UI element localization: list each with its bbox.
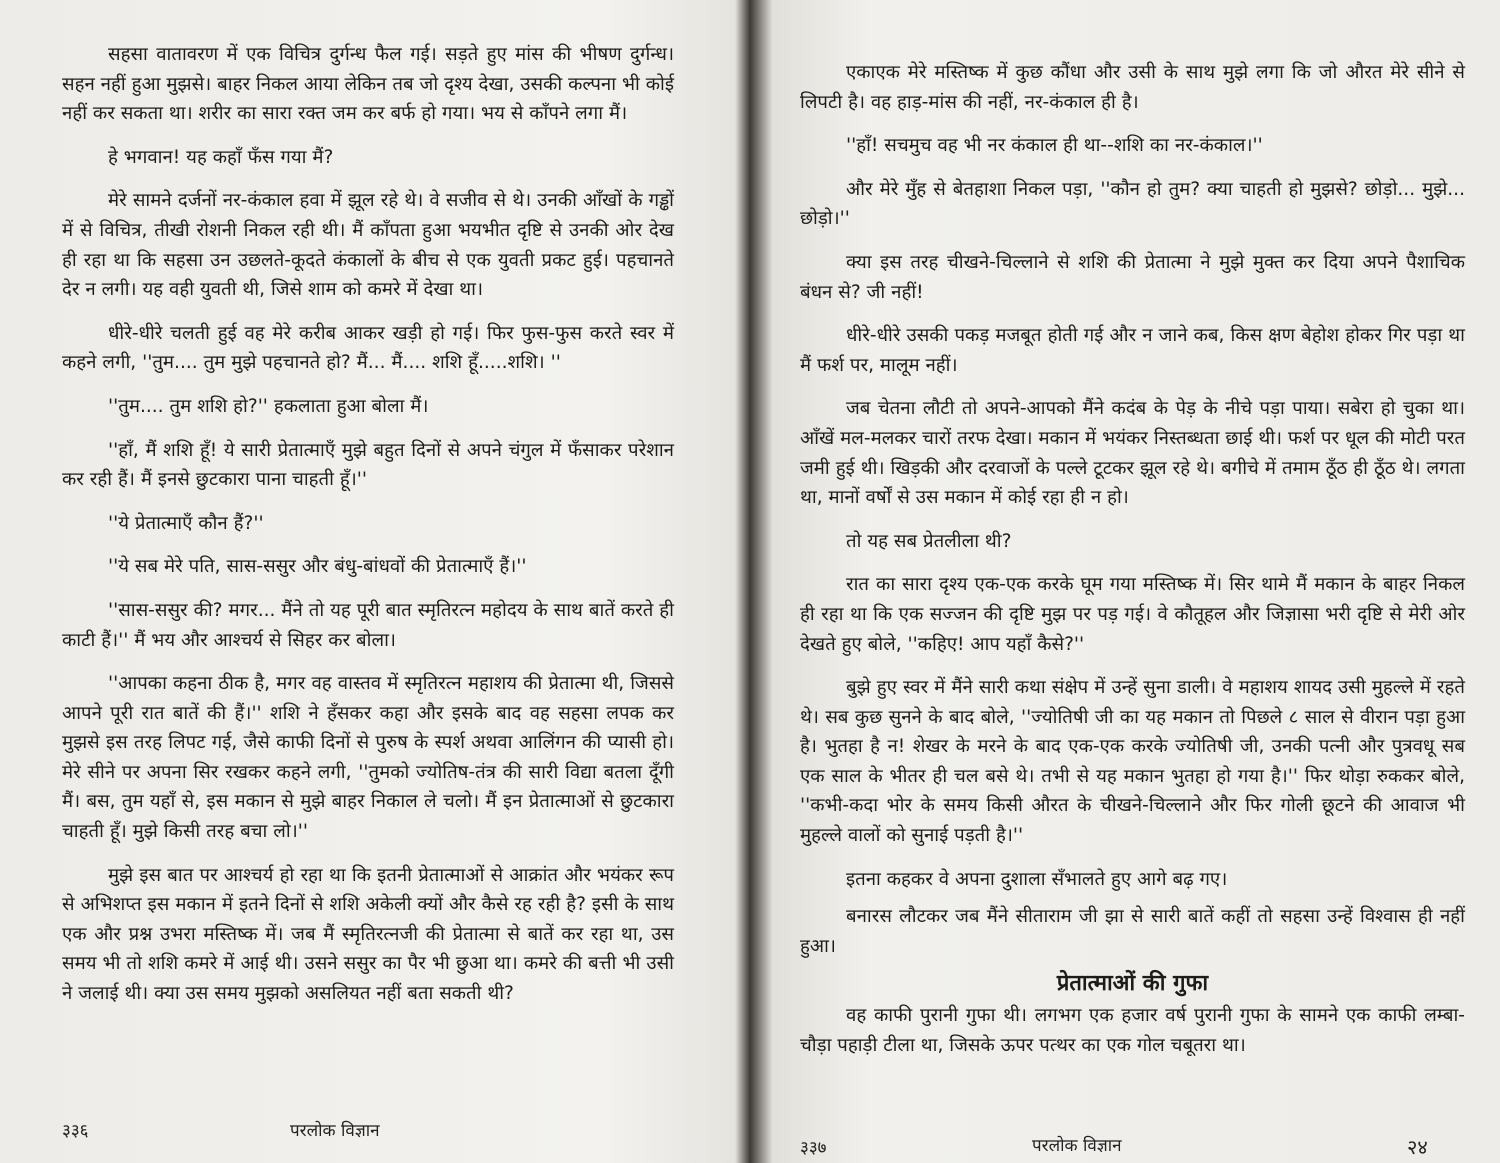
paragraph: तो यह सब प्रेतलीला थी?	[846, 530, 1012, 552]
paragraph: बुझे हुए स्वर में मैंने सारी कथा संक्षेप में उन्हें सुना डाली। वे महाशय शायद उसी मुहल्ले में रहते थे। सब कुछ सुनने के बाद बोले, ''ज्योतिषी जी का यह मकान तो पिछले ८ साल से वीरान पड़ा हुआ है। भुतहा है न! शेखर के मरने के बाद एक-एक करके ज्योतिषी जी, उनकी पत्नी और पुत्रवधू सब एक साल के भीतर ही चल बसे थे। तभी से यह मकान भुतहा हो गया है।'' फिर थोड़ा रुककर बोले, ''कभी-कदा भोर के समय किसी औरत के चीखने-चिल्लाने और फिर गोली छूटने की आवाज भी मुहल्ले वालों को सुनाई पड़ती है।''	[800, 677, 1465, 847]
paragraph: एकाएक मेरे मस्तिष्क में कुछ कौंधा और उसी के साथ मुझे लगा कि जो औरत मेरे सीने से लिपटी है। वह हाड़-मांस की नहीं, नर-कंकाल ही है।	[800, 62, 1465, 113]
paragraph: ''हाँ, मैं शशि हूँ! ये सारी प्रेतात्माएँ मुझे बहुत दिनों से अपने चंगुल में फँसाकर परेशान कर रही हैं। मैं इनसे छुटकारा पाना चाहती हूँ।''	[62, 439, 674, 491]
paragraph: बनारस लौटकर जब मैंने सीताराम जी झा से सारी बातें कहीं तो सहसा उन्हें विश्वास ही नहीं हुआ।	[800, 906, 1465, 957]
paragraph: ''तुम.... तुम शशि हो?'' हकलाता हुआ बोला मैं।	[108, 395, 429, 417]
paragraph: धीरे-धीरे उसकी पकड़ मजबूत होती गई और न जाने कब, किस क्षण बेहोश होकर गिर पड़ा था मैं फर्श पर, मालूम नहीं।	[800, 325, 1465, 376]
running-footer-title: परलोक विज्ञान	[1032, 1136, 1122, 1156]
signature-mark: २४	[1407, 1135, 1428, 1159]
paragraph: मेरे सामने दर्जनों नर-कंकाल हवा में झूल रहे थे। वे सजीव से थे। उनकी आँखों के गड्ढों में से विचित्र, तीखी रोशनी निकल रही थी। मैं काँपता हुआ भयभीत दृष्टि से उनकी ओर देख ही रहा था कि सहसा उन उछलते-कूदते कंकालों के बीच से एक युवती प्रकट हुई। पहचानते देर न लगी। यह वही युवती थी, जिसे शाम को कमरे में देखा था।	[62, 190, 674, 301]
paragraph: वह काफी पुरानी गुफा थी। लगभग एक हजार वर्ष पुरानी गुफा के सामने एक काफी लम्बा-चौड़ा पहाड़ी टीला था, जिसके ऊपर पत्थर का एक गोल चबूतरा था।	[800, 1005, 1465, 1057]
paragraph: इतना कहकर वे अपना दुशाला सँभालते हुए आगे बढ़ गए।	[846, 868, 1228, 890]
paragraph: सहसा वातावरण में एक विचित्र दुर्गन्ध फैल गई। सड़ते हुए मांस की भीषण दुर्गन्ध। सहन नहीं हुआ मुझसे। बाहर निकल आया लेकिन तब जो दृश्य देखा, उसकी कल्पना भी कोई नहीं कर सकता था। शरीर का सारा रक्त जम कर बर्फ हो गया। भय से काँपने लगा मैं।	[62, 44, 674, 125]
running-footer-title: परलोक विज्ञान	[290, 1121, 380, 1141]
paragraph: क्या इस तरह चीखने-चिल्लाने से शशि की प्रेतात्मा ने मुझे मुक्त कर दिया अपने पैशाचिक बंधन से? जी नहीं!	[800, 251, 1465, 303]
paragraph: ''ये सब मेरे पति, सास-ससुर और बंधु-बांधवों की प्रेतात्माएँ हैं।''	[108, 556, 527, 578]
paragraph: और मेरे मुँह से बेतहाशा निकल पड़ा, ''कौन हो तुम? क्या चाहती हो मुझसे? छोड़ो... मुझे... छोड़ो।''	[800, 178, 1465, 230]
paragraph: जब चेतना लौटी तो अपने-आपको मैंने कदंब के पेड़ के नीचे पड़ा पाया। सबेरा हो चुका था। आँखें मल-मलकर चारों तरफ देखा। मकान में भयंकर निस्तब्धता छाई थी। फर्श पर धूल की मोटी परत जमी हुई थी। खिड़की और दरवाजों के पल्ले टूटकर झूल रहे थे। बगीचे में तमाम ठूँठ ही ठूँठ थे। लगता था, मानों वर्षों से उस मकान में कोई रहा ही न हो।	[800, 398, 1465, 509]
page-number: ३३६	[62, 1121, 89, 1141]
left-page	[0, 0, 748, 1163]
page-number: ३३७	[800, 1138, 827, 1158]
paragraph: मुझे इस बात पर आश्चर्य हो रहा था कि इतनी प्रेतात्माओं से आक्रांत और भयंकर रूप से अभिशप्त इस मकान में इतने दिनों से शशि अकेली क्यों और कैसे रह रही है? इसी के साथ एक और प्रश्न उभरा मस्तिष्क में। जब मैं स्मृतिरत्नजी की प्रेतात्मा से बातें कर रहा था, उस समय भी तो शशि कमरे में आई थी। उसने ससुर का पैर भी छुआ था। कमरे की बत्ती भी उसी ने जलाई थी। क्या उस समय मुझको असलियत नहीं बता सकती थी?	[62, 864, 674, 1005]
paragraph: धीरे-धीरे चलती हुई वह मेरे करीब आकर खड़ी हो गई। फिर फुस-फुस करते स्वर में कहने लगी, ''तुम.... तुम मुझे पहचानते हो? मैं... मैं.... शशि हूँ.....शशि। ''	[62, 322, 674, 374]
paragraph: ''ये प्रेतात्माएँ कौन हैं?''	[108, 512, 264, 534]
paragraph: ''सास-ससुर की? मगर... मैंने तो यह पूरी बात स्मृतिरत्न महोदय के साथ बातें करते ही काटी हैं।'' मैं भय और आश्चर्य से सिहर कर बोला।	[62, 599, 674, 651]
right-page-text	[800, 58, 1465, 1075]
paragraph: हे भगवान! यह कहाँ फँस गया मैं?	[108, 146, 334, 168]
paragraph: ''आपका कहना ठीक है, मगर वह वास्तव में स्मृतिरत्न महाशय की प्रेतात्मा थी, जिससे आपने पूरी रात बातें की हैं।'' शशि ने हँसकर कहा और इसके बाद वह सहसा लपक कर मुझसे इस तरह लिपट गई, जैसे काफी दिनों से पुरुष के स्पर्श अथवा आलिंगन की प्यासी हो। मेरे सीने पर अपना सिर रखकर कहने लगी, ''तुमको ज्योतिष-तंत्र की सारी विद्या बतला दूँगी मैं। बस, तुम यहाँ से, इस मकान से मुझे बाहर निकाल ले चलो। मैं इन प्रेतात्माओं से छुटकारा चाहती हूँ। मुझे किसी तरह बचा लो।''	[62, 673, 674, 843]
left-page-text	[62, 40, 674, 1023]
paragraph: रात का सारा दृश्य एक-एक करके घूम गया मस्तिष्क में। सिर थामे मैं मकान के बाहर निकल ही रहा था कि एक सज्जन की दृष्टि मुझ पर पड़ गई। वे कौतूहल और जिज्ञासा भरी दृष्टि से मेरी ओर देखते हुए बोले, ''कहिए! आप यहाँ कैसे?''	[800, 574, 1465, 655]
chapter-heading: प्रेतात्माओं की गुफा	[1056, 971, 1209, 997]
paragraph: ''हाँ! सचमुच वह भी नर कंकाल ही था--शशि का नर-कंकाल।''	[846, 135, 1263, 157]
right-page	[752, 0, 1500, 1163]
